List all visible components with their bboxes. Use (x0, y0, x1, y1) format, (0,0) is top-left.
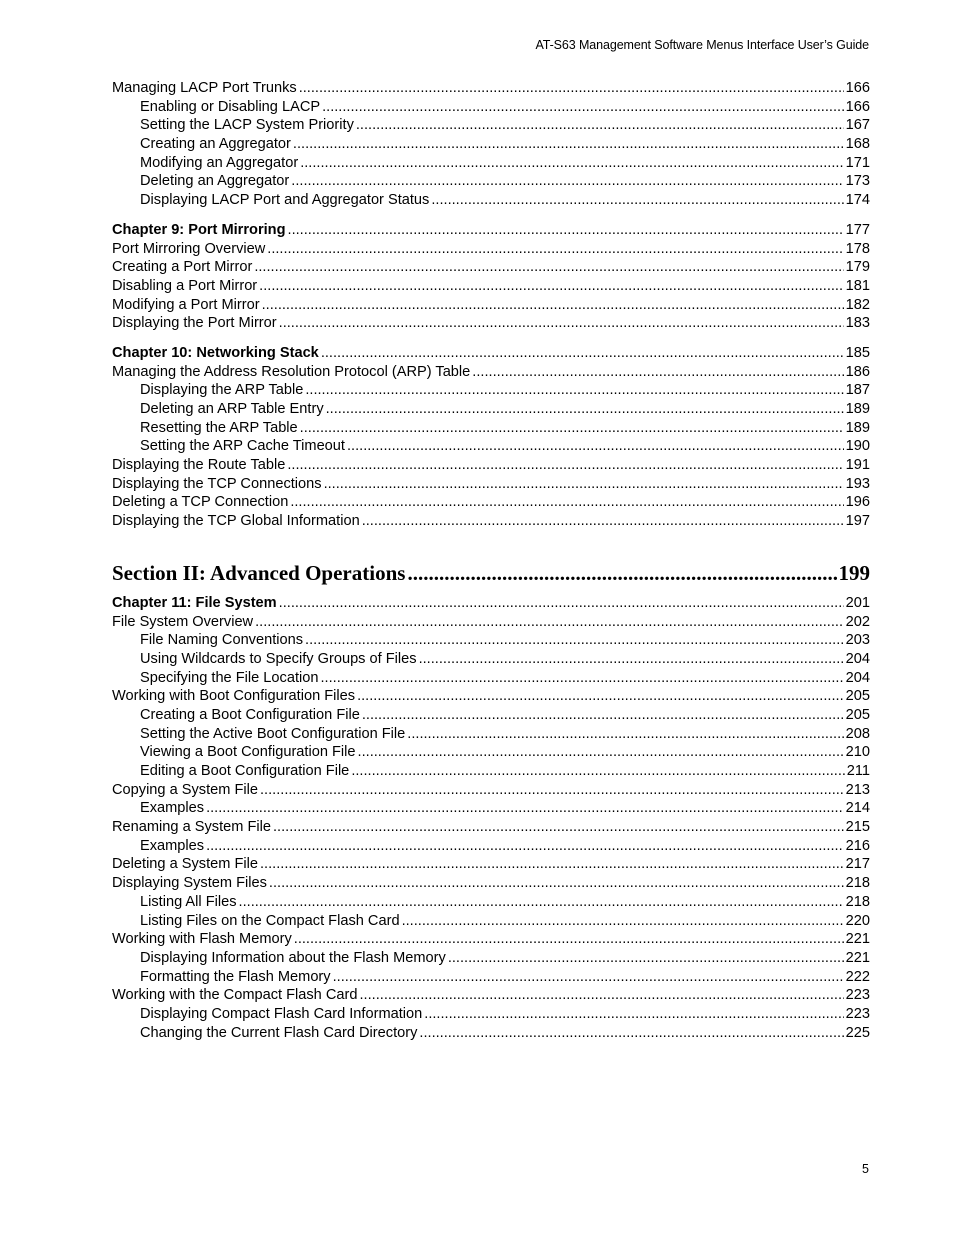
toc-entry[interactable] (112, 314, 870, 333)
dot-leader (357, 687, 844, 706)
toc-chapter[interactable] (112, 221, 870, 240)
toc-entry-page: 173 (845, 173, 870, 190)
toc-spacer (112, 333, 870, 344)
toc-entry-title: Creating an Aggregator (140, 136, 291, 153)
toc-entry-title: Copying a System File (112, 781, 258, 798)
toc-entry-title: Renaming a System File (112, 819, 271, 836)
toc-chapter-title: Chapter 9: Port Mirroring (112, 221, 286, 238)
toc-entry[interactable] (112, 191, 870, 210)
dot-leader (267, 240, 843, 259)
toc-entry-page: 191 (845, 457, 870, 474)
toc-entry-title: Using Wildcards to Specify Groups of Files (140, 650, 417, 667)
dot-leader (259, 277, 843, 296)
toc-chapter-page: 185 (845, 344, 870, 361)
toc-entry[interactable] (112, 968, 870, 987)
toc-entry[interactable] (112, 874, 870, 893)
toc-entry-page: 218 (845, 875, 870, 892)
toc-entry-title: Deleting a TCP Connection (112, 494, 289, 511)
toc-entry-title: File Naming Conventions (140, 632, 304, 649)
toc-entry-page: 221 (845, 949, 870, 966)
toc-entry-title: Managing the Address Resolution Protocol (ARP) Table (112, 363, 471, 380)
toc-entry-page: 203 (845, 632, 870, 649)
toc-section[interactable] (112, 560, 870, 586)
dot-leader (472, 363, 843, 382)
dot-leader (305, 381, 843, 400)
toc-entry[interactable] (112, 135, 870, 154)
dot-leader (279, 314, 844, 333)
toc-entry-page: 205 (845, 706, 870, 723)
toc-entry[interactable] (112, 116, 870, 135)
toc-entry-title: Working with Boot Configuration Files (112, 688, 356, 705)
toc-entry-title: Specifying the File Location (140, 669, 319, 686)
toc-chapter-page: 177 (845, 221, 870, 238)
toc-entry-title: Working with Flash Memory (112, 931, 292, 948)
toc-entry-title: Working with the Compact Flash Card (112, 987, 358, 1004)
toc-entry-title: Formatting the Flash Memory (140, 968, 331, 985)
toc-entry-title: Displaying the Port Mirror (112, 315, 277, 332)
toc-entry[interactable] (112, 258, 870, 277)
toc-entry-title: Creating a Boot Configuration File (140, 706, 360, 723)
dot-leader (255, 613, 844, 632)
dot-leader (206, 837, 844, 856)
toc-entry[interactable] (112, 986, 870, 1005)
toc-entry-page: 216 (845, 837, 870, 854)
toc-entry[interactable] (112, 381, 870, 400)
dot-leader (324, 475, 844, 494)
toc-entry-page: 220 (845, 912, 870, 929)
toc-spacer (112, 586, 870, 594)
toc-entry-title: Listing Files on the Compact Flash Card (140, 912, 400, 929)
toc-entry[interactable] (112, 154, 870, 173)
dot-leader (300, 419, 844, 438)
toc-entry-page: 168 (845, 136, 870, 153)
toc-entry-page: 183 (845, 315, 870, 332)
toc-entry-page: 182 (845, 296, 870, 313)
toc-entry-title: Displaying the TCP Connections (112, 475, 322, 492)
dot-leader (260, 855, 844, 874)
toc-entry-title: Setting the Active Boot Configuration File (140, 725, 406, 742)
toc-entry-page: 211 (846, 763, 870, 779)
toc-entry[interactable] (112, 277, 870, 296)
toc-entry[interactable] (112, 631, 870, 650)
toc-entry[interactable] (112, 512, 870, 531)
dot-leader (448, 949, 844, 968)
dot-leader (206, 799, 844, 818)
toc-entry-page: 204 (845, 669, 870, 686)
dot-leader (294, 930, 844, 949)
dot-leader (293, 135, 844, 154)
toc-entry[interactable] (112, 98, 870, 117)
toc-entry[interactable] (112, 456, 870, 475)
toc-entry-title: Setting the ARP Cache Timeout (140, 438, 345, 455)
toc-entry-page: 221 (845, 931, 870, 948)
toc-entry-page: 178 (845, 240, 870, 257)
toc-entry-title: Viewing a Boot Configuration File (140, 744, 356, 761)
toc-section-page: 199 (838, 560, 870, 585)
running-header: AT-S63 Management Software Menus Interface User’s Guide (535, 38, 869, 52)
toc-entry-title: Deleting a System File (112, 856, 258, 873)
dot-leader (351, 762, 844, 781)
toc-entry[interactable] (112, 930, 870, 949)
dot-leader (273, 818, 844, 837)
toc-entry-page: 166 (845, 98, 870, 115)
toc-entry-page: 189 (845, 419, 870, 436)
dot-leader (320, 669, 843, 688)
toc-entry-page: 214 (845, 800, 870, 817)
dot-leader (239, 893, 844, 912)
toc-entry-title: Creating a Port Mirror (112, 259, 253, 276)
toc-entry[interactable] (112, 687, 870, 706)
toc-entry-page: 174 (845, 192, 870, 209)
toc-entry-title: Displaying Information about the Flash Memory (140, 949, 446, 966)
dot-leader (431, 191, 843, 210)
toc-entry-page: 225 (845, 1024, 870, 1041)
dot-leader (424, 1005, 843, 1024)
dot-leader (321, 344, 844, 363)
toc-entry-title: Displaying the TCP Global Information (112, 513, 360, 530)
toc-entry-page: 215 (845, 819, 870, 836)
toc-entry-page: 208 (845, 725, 870, 742)
dot-leader (287, 456, 843, 475)
page-number: 5 (862, 1162, 869, 1176)
toc-entry-title: Resetting the ARP Table (140, 419, 298, 436)
dot-leader (305, 631, 844, 650)
toc-entry[interactable] (112, 762, 870, 781)
toc-entry-page: 186 (845, 363, 870, 380)
toc-entry-title: Modifying an Aggregator (140, 154, 299, 171)
toc-chapter-page: 201 (845, 594, 870, 611)
toc-entry-title: Enabling or Disabling LACP (140, 98, 321, 115)
dot-leader (299, 79, 844, 98)
toc-entry[interactable] (112, 172, 870, 191)
dot-leader (254, 258, 843, 277)
toc-entry-page: 166 (845, 80, 870, 96)
dot-leader (362, 706, 844, 725)
toc-chapter-title: Chapter 11: File System (112, 594, 277, 611)
dot-leader (269, 874, 844, 893)
toc-entry-title: Editing a Boot Configuration File (140, 763, 350, 779)
toc-entry-title: Examples (140, 800, 205, 817)
dot-leader (260, 781, 844, 800)
toc-entry-title: Modifying a Port Mirror (112, 296, 260, 313)
toc-entry-title: Deleting an Aggregator (140, 173, 290, 190)
toc-entry-title: Displaying the ARP Table (140, 382, 304, 399)
toc-entry-page: 222 (845, 968, 870, 985)
dot-leader (326, 400, 844, 419)
toc-entry-page: 223 (845, 1005, 870, 1022)
toc-entry[interactable] (112, 725, 870, 744)
toc-entry-page: 217 (845, 856, 870, 873)
dot-leader (333, 968, 844, 987)
toc-entry[interactable] (112, 949, 870, 968)
dot-leader (358, 743, 844, 762)
toc-chapter[interactable] (112, 594, 870, 613)
toc-entry-title: Displaying Compact Flash Card Information (140, 1005, 423, 1022)
dot-leader (288, 221, 844, 240)
toc-entry-page: 190 (845, 438, 870, 455)
toc-spacer (112, 531, 870, 560)
dot-leader (279, 594, 844, 613)
toc-entry-page: 213 (845, 781, 870, 798)
dot-leader (402, 912, 844, 931)
dot-leader (407, 725, 843, 744)
toc-entry-title: Examples (140, 837, 205, 854)
dot-leader (360, 986, 844, 1005)
toc-entry[interactable] (112, 893, 870, 912)
dot-leader (419, 1024, 843, 1043)
dot-leader (322, 98, 844, 117)
dot-leader (262, 296, 844, 315)
toc-entry-page: 210 (845, 744, 870, 761)
toc-entry[interactable] (112, 400, 870, 419)
toc-entry[interactable] (112, 669, 870, 688)
toc-entry-page: 181 (845, 277, 870, 294)
toc-entry-title: Displaying the Route Table (112, 457, 286, 474)
toc-spacer (112, 210, 870, 221)
toc-entry[interactable] (112, 781, 870, 800)
toc-entry[interactable] (112, 419, 870, 438)
toc-entry-title: Displaying LACP Port and Aggregator Status (140, 192, 430, 209)
toc-entry[interactable] (112, 706, 870, 725)
toc-entry[interactable] (112, 743, 870, 762)
toc-entry[interactable] (112, 437, 870, 456)
toc-entry-page: 189 (845, 401, 870, 417)
toc-entry-page: 193 (845, 475, 870, 492)
dot-leader (291, 172, 843, 191)
toc-chapter[interactable] (112, 344, 870, 363)
dot-leader (356, 116, 844, 135)
toc-section-title: Section II: Advanced Operations (112, 560, 406, 585)
toc-entry-title: Setting the LACP System Priority (140, 117, 354, 134)
table-of-contents (112, 79, 870, 1042)
toc-entry[interactable] (112, 818, 870, 837)
toc-entry-page: 205 (845, 688, 870, 705)
toc-entry-title: Listing All Files (140, 893, 237, 910)
toc-entry[interactable] (112, 650, 870, 669)
toc-entry-title: File System Overview (112, 613, 254, 630)
toc-entry[interactable] (112, 1005, 870, 1024)
toc-entry-page: 179 (845, 259, 870, 276)
toc-entry-page: 204 (845, 650, 870, 667)
toc-chapter-title: Chapter 10: Networking Stack (112, 344, 319, 361)
toc-entry[interactable] (112, 1024, 870, 1043)
toc-entry-title: Changing the Current Flash Card Directory (140, 1024, 418, 1041)
dot-leader (362, 512, 844, 531)
toc-entry-page: 171 (845, 154, 870, 171)
toc-entry-page: 197 (845, 513, 870, 530)
dot-leader (300, 154, 843, 173)
toc-entry-title: Deleting an ARP Table Entry (140, 401, 324, 417)
toc-entry-page: 187 (845, 382, 870, 399)
toc-entry-title: Disabling a Port Mirror (112, 277, 258, 294)
toc-entry-title: Port Mirroring Overview (112, 240, 266, 257)
toc-entry[interactable] (112, 475, 870, 494)
toc-entry[interactable] (112, 240, 870, 259)
toc-entry[interactable] (112, 363, 870, 382)
toc-entry[interactable] (112, 613, 870, 632)
toc-entry[interactable] (112, 912, 870, 931)
dot-leader (347, 437, 844, 456)
toc-entry[interactable] (112, 296, 870, 315)
toc-entry[interactable] (112, 837, 870, 856)
dot-leader (290, 493, 843, 512)
toc-entry-page: 223 (845, 987, 870, 1004)
toc-entry[interactable] (112, 79, 870, 98)
toc-entry[interactable] (112, 855, 870, 874)
toc-entry-title: Managing LACP Port Trunks (112, 80, 297, 96)
toc-entry-title: Displaying System Files (112, 875, 267, 892)
toc-entry[interactable] (112, 799, 870, 818)
toc-entry-page: 202 (845, 613, 870, 630)
dot-leader (407, 560, 836, 586)
toc-entry-page: 196 (845, 494, 870, 511)
dot-leader (419, 650, 844, 669)
toc-entry-page: 167 (845, 117, 870, 134)
toc-entry[interactable] (112, 493, 870, 512)
toc-entry-page: 218 (845, 893, 870, 910)
